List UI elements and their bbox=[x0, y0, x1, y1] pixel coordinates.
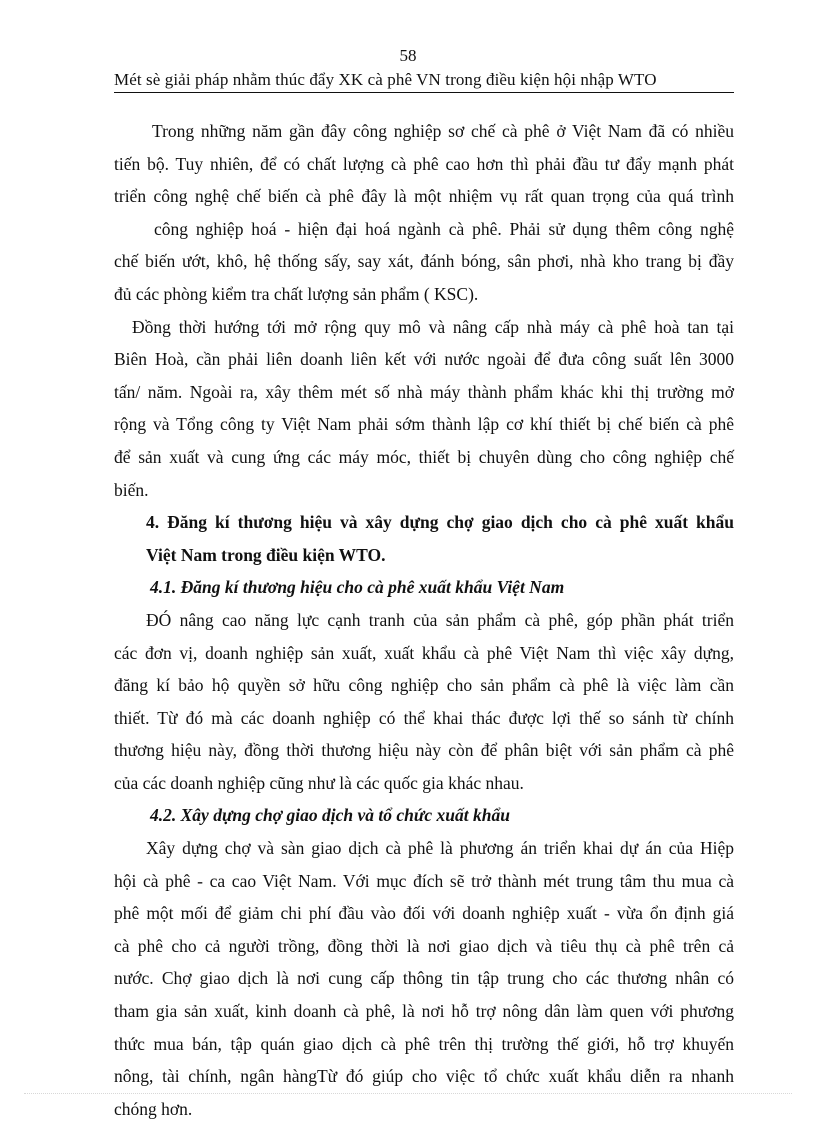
paragraph-line: công nghiệp hoá - hiện đại hoá ngành cà phê. Phải sử dụng thêm công nghệ bbox=[154, 218, 734, 239]
paragraph-line: tấn/ năm. Ngoài ra, xây thêm mét số nhà máy thành phẩm khác khi thị trường mở bbox=[114, 381, 734, 402]
paragraph-line: đăng kí bảo hộ quyền sở hữu công nghiệp cho sản phẩm cà phê là việc làm cần bbox=[114, 675, 734, 696]
section-heading: Việt Nam trong điều kiện WTO. bbox=[146, 544, 386, 565]
subsection-heading: 4.1. Đăng kí thương hiệu cho cà phê xuất khẩu Việt Nam bbox=[150, 577, 565, 598]
paragraph-line: rộng và Tổng công ty Việt Nam phải sớm thành lập cơ khí thiết bị chế biến cà phê bbox=[114, 414, 734, 435]
paragraph-line: biến. bbox=[114, 479, 149, 500]
paragraph-line: thiết. Từ đó mà các doanh nghiệp có thể khai thác được lợi thế so sánh từ chính bbox=[114, 707, 734, 728]
paragraph-line: nước. Chợ giao dịch là nơi cung cấp thông tin tập trung cho các thương nhân có bbox=[114, 968, 734, 989]
paragraph-line: của các doanh nghiệp cũng như là các quốc gia khác nhau. bbox=[114, 772, 524, 793]
paragraph-line: Biên Hoà, cần phải liên doanh liên kết với nước ngoài để đưa công suất lên 3000 bbox=[114, 349, 734, 370]
running-header: Mét sè giải pháp nhằm thúc đẩy XK cà phê VN trong điều kiện hội nhập WTO bbox=[114, 70, 734, 93]
paragraph-line: ĐÓ nâng cao năng lực cạnh tranh của sản phẩm cà phê, góp phần phát triển bbox=[146, 609, 734, 630]
subsection-heading: 4.2. Xây dựng chợ giao dịch và tổ chức xuất khẩu bbox=[150, 805, 510, 826]
section-heading: 4. Đăng kí thương hiệu và xây dựng chợ giao dịch cho cà phê xuất khẩu bbox=[146, 512, 734, 533]
paragraph-line: hội cà phê - ca cao Việt Nam. Với mục đích sẽ trở thành mét trung tâm thu mua cà bbox=[114, 870, 734, 891]
paragraph-line: các đơn vị, doanh nghiệp sản xuất, xuất khẩu cà phê Việt Nam thì việc xây dựng, bbox=[114, 642, 734, 663]
paragraph-line: Xây dựng chợ và sàn giao dịch cà phê là phương án triển khai dự án của Hiệp bbox=[146, 838, 734, 859]
paragraph-line: nông, tài chính, ngân hàngTừ đó giúp cho việc tổ chức xuất khẩu diễn ra nhanh bbox=[114, 1066, 734, 1087]
paragraph-line: phê một mối để giảm chi phí đầu vào đối với doanh nghiệp xuất - vừa ổn định giá bbox=[114, 903, 734, 924]
paragraph-line: thức mua bán, tập quán giao dịch cà phê trên thị trường thế giới, hỗ trợ khuyến bbox=[114, 1033, 734, 1054]
paragraph-line: để sản xuất và cung ứng các máy móc, thiết bị chuyên dùng cho công nghiệp chế bbox=[114, 446, 734, 467]
paragraph-line: tham gia sản xuất, kinh doanh cà phê, là nơi hỗ trợ nông dân làm quen với phương bbox=[114, 1001, 734, 1022]
paragraph-line: thương hiệu này, đồng thời thương hiệu này còn để phân biệt với sản phẩm cà phê bbox=[114, 740, 734, 761]
bottom-page-border bbox=[24, 1093, 792, 1094]
paragraph-line: tiến bộ. Tuy nhiên, để có chất lượng cà phê cao hơn thì phải đầu tư đẩy mạnh phát bbox=[114, 153, 734, 174]
paragraph-line: triển công nghệ chế biến cà phê đây là một nhiệm vụ rất quan trọng của quá trình bbox=[114, 186, 734, 207]
body-text bbox=[114, 115, 734, 1125]
paragraph-line: chóng hơn. bbox=[114, 1098, 193, 1119]
paragraph-line: chế biến ướt, khô, hệ thống sấy, say xát, đánh bóng, sân phơi, nhà kho trang bị đầy bbox=[114, 251, 734, 272]
paragraph-line: đủ các phòng kiểm tra chất lượng sản phẩm ( KSC). bbox=[114, 283, 479, 304]
paragraph-line: Đồng thời hướng tới mở rộng quy mô và nâng cấp nhà máy cà phê hoà tan tại bbox=[132, 316, 734, 337]
paragraph-line: Trong những năm gần đây công nghiệp sơ chế cà phê ở Việt Nam đã có nhiều bbox=[152, 121, 734, 141]
paragraph-line: cà phê cho cả người trồng, đồng thời là nơi giao dịch và tiêu thụ cà phê trên cả bbox=[114, 935, 734, 956]
page-number: 58 bbox=[399, 46, 417, 65]
